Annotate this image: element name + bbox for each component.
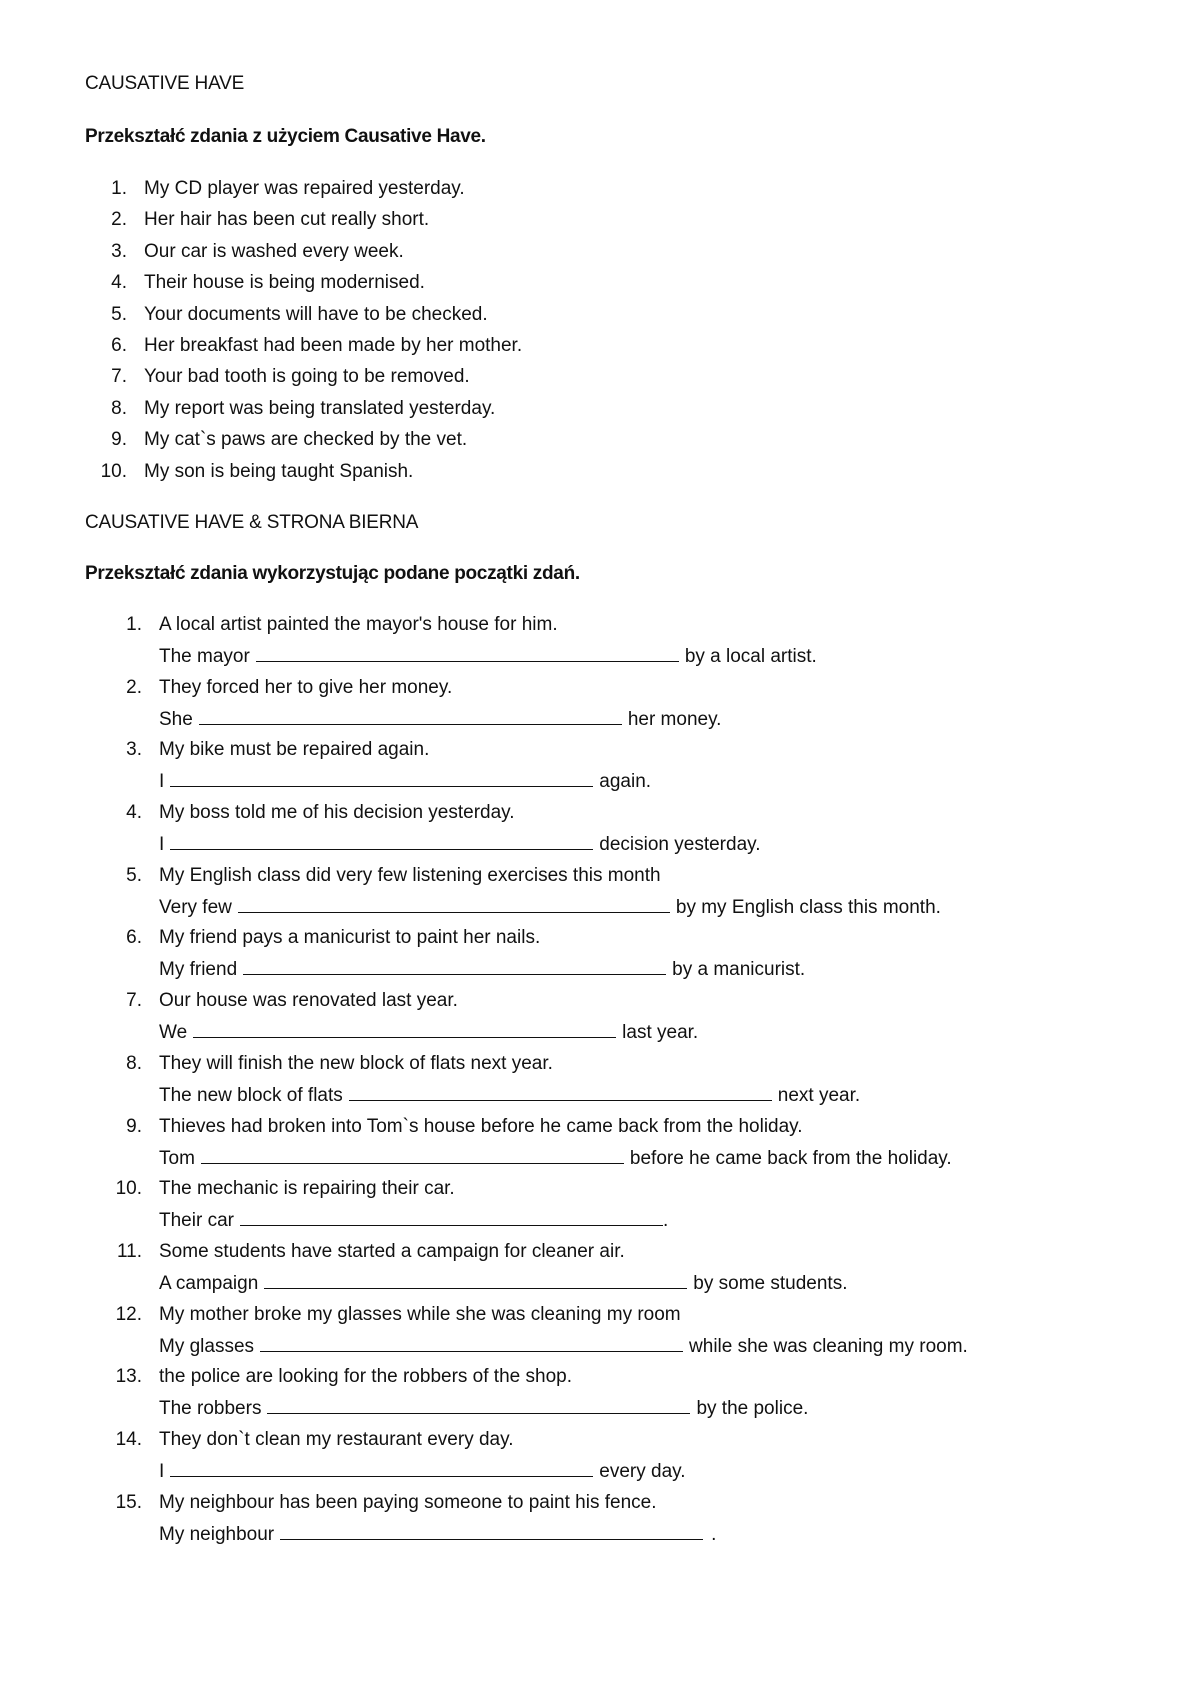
source-sentence: A local artist painted the mayor's house for him. xyxy=(159,614,558,635)
item-number: 1. xyxy=(126,614,142,635)
answer-suffix: next year. xyxy=(777,1084,861,1106)
item-text: My cat`s paws are checked by the vet. xyxy=(144,429,468,451)
answer-line xyxy=(159,1397,808,1420)
item-text: My son is being taught Spanish. xyxy=(144,460,414,482)
item-number: 3. xyxy=(111,240,127,262)
exercise-item xyxy=(0,1492,1200,1555)
answer-line xyxy=(159,1084,860,1107)
answer-prefix: We xyxy=(159,1022,188,1044)
item-text: Her hair has been cut really short. xyxy=(144,209,430,231)
answer-blank[interactable] xyxy=(193,1021,616,1038)
list-item xyxy=(0,272,1200,303)
item-number: 9. xyxy=(126,1115,142,1137)
list-item xyxy=(0,429,1200,460)
item-number: 4. xyxy=(126,802,142,824)
answer-prefix: She xyxy=(159,708,193,730)
answer-suffix: again. xyxy=(599,771,652,793)
item-number: 9. xyxy=(111,429,127,451)
answer-prefix: A campaign xyxy=(159,1272,259,1294)
source-sentence: My boss told me of his decision yesterday. xyxy=(159,802,515,824)
item-number: 13. xyxy=(115,1366,142,1388)
section1-instruction: Przekształć zdania z użyciem Causative Have. xyxy=(85,126,486,147)
item-number: 7. xyxy=(111,366,127,388)
answer-suffix: her money. xyxy=(627,708,722,730)
answer-prefix: The robbers xyxy=(159,1398,262,1420)
answer-line xyxy=(159,896,941,919)
source-sentence: My friend pays a manicurist to paint her nails. xyxy=(159,927,541,949)
answer-line xyxy=(159,833,761,856)
item-number: 2. xyxy=(111,209,127,231)
answer-prefix: My neighbour xyxy=(159,1523,275,1545)
exercise-item xyxy=(0,1241,1200,1304)
source-sentence: My mother broke my glasses while she was cleaning my room xyxy=(159,1303,681,1325)
answer-blank[interactable] xyxy=(280,1523,703,1540)
exercise-item xyxy=(0,1304,1200,1367)
source-sentence: My English class did very few listening exercises this month xyxy=(159,864,661,886)
list-item xyxy=(0,304,1200,335)
answer-suffix: . xyxy=(711,1523,717,1545)
list-item xyxy=(0,461,1200,492)
exercise-item xyxy=(0,677,1200,740)
source-sentence: the police are looking for the robbers of the shop. xyxy=(159,1366,572,1388)
item-text: Their house is being modernised. xyxy=(144,272,425,294)
answer-line xyxy=(159,958,805,981)
answer-prefix: The new block of flats xyxy=(159,1084,343,1106)
answer-blank[interactable] xyxy=(349,1084,772,1101)
item-number: 10. xyxy=(100,460,127,482)
item-number: 10. xyxy=(115,1178,142,1200)
answer-blank[interactable] xyxy=(243,958,666,975)
source-sentence: Thieves had broken into Tom`s house before he came back from the holiday. xyxy=(159,1115,803,1137)
exercise-item xyxy=(0,802,1200,865)
answer-line xyxy=(159,1147,952,1170)
answer-prefix: I xyxy=(159,771,165,793)
answer-line xyxy=(159,1021,698,1044)
answer-suffix: by the police. xyxy=(696,1398,809,1420)
item-number: 1. xyxy=(111,178,127,199)
item-number: 11. xyxy=(116,1240,142,1262)
answer-suffix: by a manicurist. xyxy=(672,959,806,981)
source-sentence: They don`t clean my restaurant every day. xyxy=(159,1428,514,1450)
exercise-item xyxy=(0,990,1200,1053)
exercise-item xyxy=(0,1366,1200,1429)
answer-suffix: . xyxy=(662,1210,669,1232)
item-number: 5. xyxy=(126,864,142,886)
answer-line xyxy=(159,708,721,731)
item-number: 4. xyxy=(111,272,127,294)
list-item xyxy=(0,178,1200,209)
section2-list xyxy=(0,614,1200,1554)
answer-blank[interactable] xyxy=(170,770,593,787)
item-number: 6. xyxy=(111,334,127,356)
answer-prefix: Tom xyxy=(159,1147,195,1169)
answer-prefix: My friend xyxy=(159,959,238,981)
exercise-item xyxy=(0,865,1200,928)
answer-line xyxy=(159,1335,968,1358)
item-number: 6. xyxy=(126,927,142,949)
answer-blank[interactable] xyxy=(201,1147,624,1164)
answer-prefix: Their car xyxy=(159,1210,234,1232)
answer-suffix: by a local artist. xyxy=(684,646,817,667)
answer-line xyxy=(159,1523,716,1546)
answer-suffix: while she was cleaning my room. xyxy=(689,1335,968,1357)
answer-suffix: decision yesterday. xyxy=(599,834,761,856)
exercise-item xyxy=(0,927,1200,990)
exercise-item xyxy=(0,1053,1200,1116)
item-text: Your bad tooth is going to be removed. xyxy=(144,366,470,388)
answer-line xyxy=(159,1209,668,1232)
source-sentence: My bike must be repaired again. xyxy=(159,739,430,761)
answer-blank[interactable] xyxy=(256,645,679,662)
item-number: 8. xyxy=(126,1052,142,1074)
answer-suffix: by my English class this month. xyxy=(675,896,941,918)
list-item xyxy=(0,241,1200,272)
answer-blank[interactable] xyxy=(260,1335,683,1352)
answer-blank[interactable] xyxy=(238,896,670,913)
list-item xyxy=(0,335,1200,366)
answer-prefix: My glasses xyxy=(159,1335,255,1357)
item-text: My report was being translated yesterday. xyxy=(144,397,496,419)
item-text: Your documents will have to be checked. xyxy=(144,303,488,325)
answer-suffix: before he came back from the holiday. xyxy=(629,1147,952,1169)
exercise-item xyxy=(0,1116,1200,1179)
list-item xyxy=(0,209,1200,240)
section1-title: CAUSATIVE HAVE xyxy=(85,73,245,94)
exercise-item xyxy=(0,1178,1200,1241)
list-item xyxy=(0,398,1200,429)
source-sentence: The mechanic is repairing their car. xyxy=(159,1178,455,1200)
source-sentence: My neighbour has been paying someone to paint his fence. xyxy=(159,1491,657,1513)
answer-blank[interactable] xyxy=(267,1397,690,1414)
answer-suffix: every day. xyxy=(599,1460,686,1482)
item-text: My CD player was repaired yesterday. xyxy=(144,178,465,199)
answer-prefix: I xyxy=(159,1460,165,1482)
answer-blank[interactable] xyxy=(170,833,593,850)
exercise-item xyxy=(0,739,1200,802)
section2-title: CAUSATIVE HAVE & STRONA BIERNA xyxy=(85,512,419,533)
item-number: 15. xyxy=(115,1491,142,1513)
item-number: 2. xyxy=(126,676,142,698)
item-number: 14. xyxy=(115,1428,142,1450)
answer-blank[interactable] xyxy=(199,708,622,725)
item-text: Her breakfast had been made by her mother. xyxy=(144,334,523,356)
answer-line xyxy=(159,645,817,668)
answer-line xyxy=(159,770,651,793)
source-sentence: Our house was renovated last year. xyxy=(159,990,458,1012)
item-number: 12. xyxy=(115,1303,142,1325)
answer-prefix: I xyxy=(159,834,165,856)
answer-suffix: last year. xyxy=(622,1022,699,1044)
item-text: Our car is washed every week. xyxy=(144,240,404,262)
source-sentence: Some students have started a campaign for cleaner air. xyxy=(159,1240,625,1262)
answer-blank[interactable] xyxy=(264,1272,687,1289)
answer-line xyxy=(159,1460,686,1483)
answer-line xyxy=(159,1272,848,1295)
section1-list xyxy=(0,178,1200,492)
exercise-item xyxy=(0,614,1200,677)
answer-blank[interactable] xyxy=(170,1460,593,1477)
answer-suffix: by some students. xyxy=(693,1272,848,1294)
item-number: 5. xyxy=(111,303,127,325)
item-number: 8. xyxy=(111,397,127,419)
section2-instruction: Przekształć zdania wykorzystując podane początki zdań. xyxy=(85,563,580,584)
item-number: 7. xyxy=(126,990,142,1012)
exercise-item xyxy=(0,1429,1200,1492)
answer-prefix: Very few xyxy=(159,896,232,918)
source-sentence: They forced her to give her money. xyxy=(159,676,453,698)
source-sentence: They will finish the new block of flats next year. xyxy=(159,1052,553,1074)
list-item xyxy=(0,366,1200,397)
item-number: 3. xyxy=(126,739,142,761)
answer-prefix: The mayor xyxy=(159,646,250,667)
answer-blank[interactable] xyxy=(240,1209,663,1226)
